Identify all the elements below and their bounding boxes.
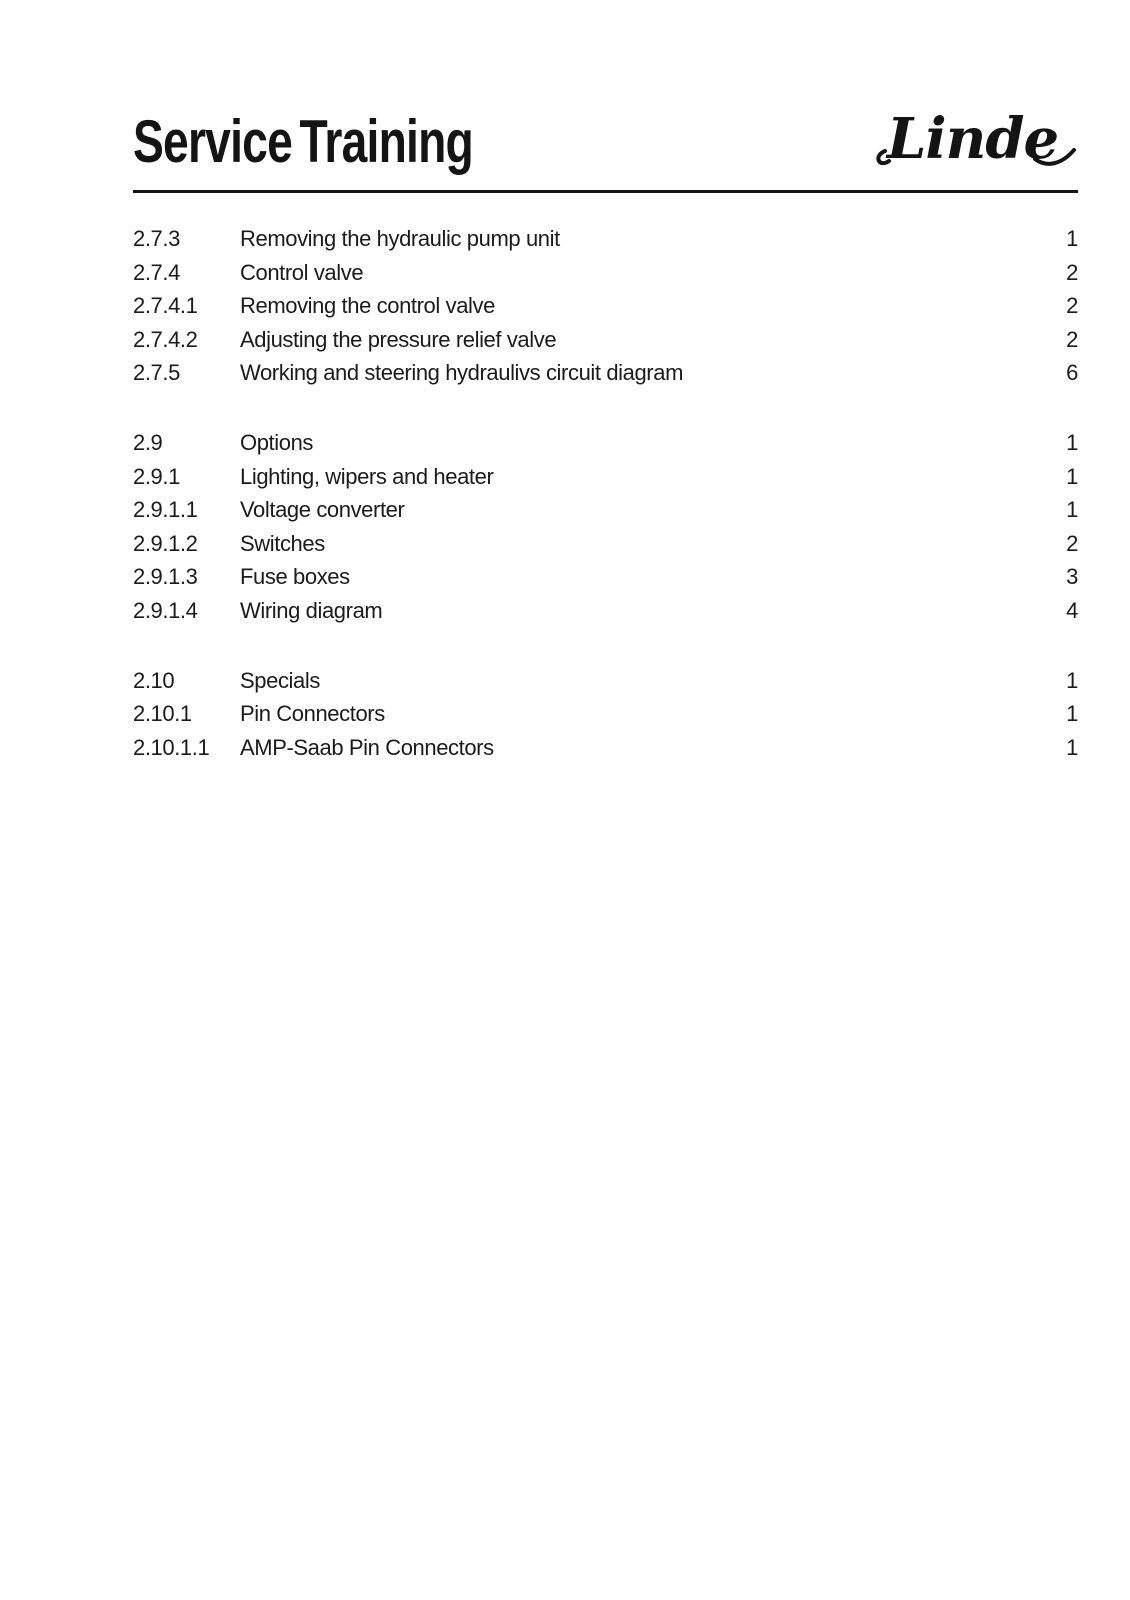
toc-row-page: 1 bbox=[1066, 667, 1078, 693]
header-divider bbox=[133, 190, 1078, 193]
toc-row-page: 6 bbox=[1066, 360, 1078, 386]
toc-row-page: 1 bbox=[1066, 429, 1078, 455]
toc-row bbox=[133, 222, 1078, 256]
toc-row-number: 2.7.5 bbox=[133, 360, 180, 386]
toc-row-title: Specials bbox=[240, 667, 320, 693]
toc-group bbox=[133, 664, 1078, 765]
toc-row-number: 2.10.1.1 bbox=[133, 734, 210, 760]
toc-row bbox=[133, 493, 1078, 527]
toc-row-title: Removing the hydraulic pump unit bbox=[240, 226, 560, 251]
toc-row-number: 2.9.1.4 bbox=[133, 597, 198, 623]
toc-row-title: Lighting, wipers and heater bbox=[240, 463, 494, 489]
toc-row-title: Voltage converter bbox=[240, 497, 405, 523]
page-title: Service Training bbox=[133, 108, 473, 175]
toc-row-page: 1 bbox=[1066, 734, 1078, 760]
toc-row-page: 1 bbox=[1066, 463, 1078, 489]
toc-row-page: 2 bbox=[1066, 530, 1078, 556]
toc-row-number: 2.9 bbox=[133, 429, 163, 455]
toc-row-number: 2.9.1.2 bbox=[133, 530, 198, 556]
toc-row-number: 2.7.4.1 bbox=[133, 293, 198, 319]
toc-row-title: Switches bbox=[240, 530, 325, 556]
toc-row-title: Pin Connectors bbox=[240, 701, 385, 727]
toc-row-number: 2.7.4 bbox=[133, 259, 180, 285]
toc-row-number: 2.10 bbox=[133, 667, 175, 693]
toc-row bbox=[133, 426, 1078, 460]
toc-row-title: Adjusting the pressure relief valve bbox=[240, 326, 557, 352]
toc-row-number: 2.9.1.3 bbox=[133, 564, 198, 590]
toc-row-page: 2 bbox=[1066, 326, 1078, 352]
toc-row-page: 2 bbox=[1066, 259, 1078, 285]
toc-row bbox=[133, 256, 1078, 290]
toc-row-number: 2.7.4.2 bbox=[133, 326, 198, 352]
toc-group bbox=[133, 426, 1078, 628]
toc-row-page: 2 bbox=[1066, 293, 1078, 319]
toc-row bbox=[133, 560, 1078, 594]
toc-row-title: Removing the control valve bbox=[240, 293, 495, 319]
toc-row-number: 2.10.1 bbox=[133, 701, 192, 727]
toc-row-page: 1 bbox=[1066, 497, 1078, 523]
toc-row-number: 2.7.3 bbox=[133, 226, 180, 251]
toc-row bbox=[133, 664, 1078, 698]
toc-row bbox=[133, 731, 1078, 765]
toc-row bbox=[133, 289, 1078, 323]
toc-row bbox=[133, 323, 1078, 357]
toc-row-title: Working and steering hydraulivs circuit diagram bbox=[240, 360, 683, 386]
toc-row-page: 4 bbox=[1066, 597, 1078, 623]
toc-group bbox=[133, 222, 1078, 390]
toc-row-page: 1 bbox=[1066, 226, 1078, 251]
table-of-contents bbox=[133, 222, 1078, 764]
toc-row-title: Control valve bbox=[240, 259, 364, 285]
toc-row-title: Fuse boxes bbox=[240, 564, 350, 590]
toc-row bbox=[133, 356, 1078, 390]
toc-row-title: Options bbox=[240, 429, 314, 455]
linde-logo-text: Linde bbox=[887, 106, 1059, 172]
toc-row bbox=[133, 594, 1078, 628]
toc-row-title: AMP-Saab Pin Connectors bbox=[240, 734, 494, 760]
page-header bbox=[0, 0, 1130, 200]
toc-row bbox=[133, 527, 1078, 561]
toc-row bbox=[133, 460, 1078, 494]
toc-row-page: 1 bbox=[1066, 701, 1078, 727]
toc-row bbox=[133, 697, 1078, 731]
linde-logo-graphic bbox=[875, 104, 1077, 174]
toc-row-page: 3 bbox=[1066, 564, 1078, 590]
toc-row-title: Wiring diagram bbox=[240, 597, 383, 623]
toc-row-number: 2.9.1 bbox=[133, 463, 180, 489]
toc-row-number: 2.9.1.1 bbox=[133, 497, 198, 523]
linde-logo bbox=[875, 104, 1077, 174]
